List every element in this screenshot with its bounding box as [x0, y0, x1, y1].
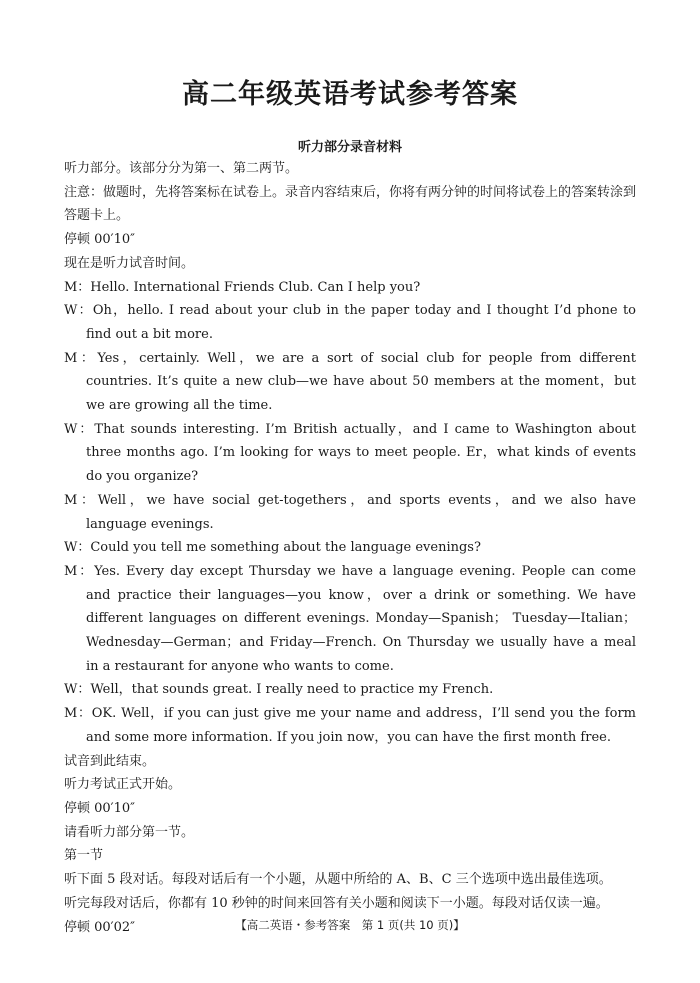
trial-start-line: 现在是听力试音时间。 [64, 255, 195, 271]
pause-line: 停顿 00′10″ [64, 800, 136, 816]
dialogue-line: M：Well，we have social get-togethers，and sports events，and we also have language evenings. [64, 492, 636, 532]
transcript-body [64, 157, 636, 939]
section-prompt-line: 请看听力部分第一节。 [64, 824, 195, 840]
dialogue-line: W：Well，that sounds great. I really need to practice my French. [64, 682, 494, 698]
dialogue-line: M：Yes，certainly. Well，we are a sort of social club for people from different countries. It’s quite a new club—we have about 50 members at the moment，but we are growing all the time. [64, 350, 636, 414]
exam-start-line: 听力考试正式开始。 [64, 777, 182, 793]
dialogue-line: W：Oh，hello. I read about your club in the paper today and I thought I’d phone to find out a bit more. [64, 303, 636, 342]
dialogue-line: W：Could you tell me something about the language evenings? [64, 540, 481, 556]
instruction-line: 听下面 5 段对话。每段对话后有一个小题，从题中所给的 A、B、C 三个选项中选出最佳选项。 [64, 872, 612, 888]
dialogue-line: M：Yes. Every day except Thursday we have a language evening. People can come and practice their languages—you know，over a drink or something. We have different languages on different evenings. Monday—Spanish； Tuesday—Italian； Wednesday—German；and Friday—French. On Thursday we usually have a meal in a restaurant for anyone who wants to come. [64, 563, 636, 674]
intro-line: 听力部分。该部分分为第一、第二两节。 [64, 161, 299, 176]
section-label: 第一节 [64, 848, 104, 864]
page-footer: 【高二英语・参考答案 第 1 页(共 10 页)】 [235, 918, 465, 932]
dialogue-line: M：OK. Well，if you can just give me your name and address，I’ll send you the form and some more information. If you join now，you can have the first month free. [64, 706, 636, 745]
dialogue-line: M：Hello. International Friends Club. Can I help you? [64, 279, 421, 295]
pause-line: 停顿 00′10″ [64, 232, 136, 248]
section-heading: 听力部分录音材料 [297, 140, 402, 155]
trial-end-line: 试音到此结束。 [64, 753, 156, 769]
instruction-line: 听完每段对话后，你都有 10 秒钟的时间来回答有关小题和阅读下一小题。每段对话仅读一遍。 [64, 895, 609, 911]
dialogue-line: W：That sounds interesting. I’m British actually，and I came to Washington about three months ago. I’m looking for ways to meet people. Er，what kinds of events do you organize? [64, 421, 636, 485]
page-title: 高二年级英语考试参考答案 [182, 79, 518, 110]
pause-line: 停顿 00′02″ [64, 919, 136, 935]
instruction-paragraph: 注意：做题时，先将答案标在试卷上。录音内容结束后，你将有两分钟的时间将试卷上的答案转涂到答题卡上。 [64, 184, 636, 224]
